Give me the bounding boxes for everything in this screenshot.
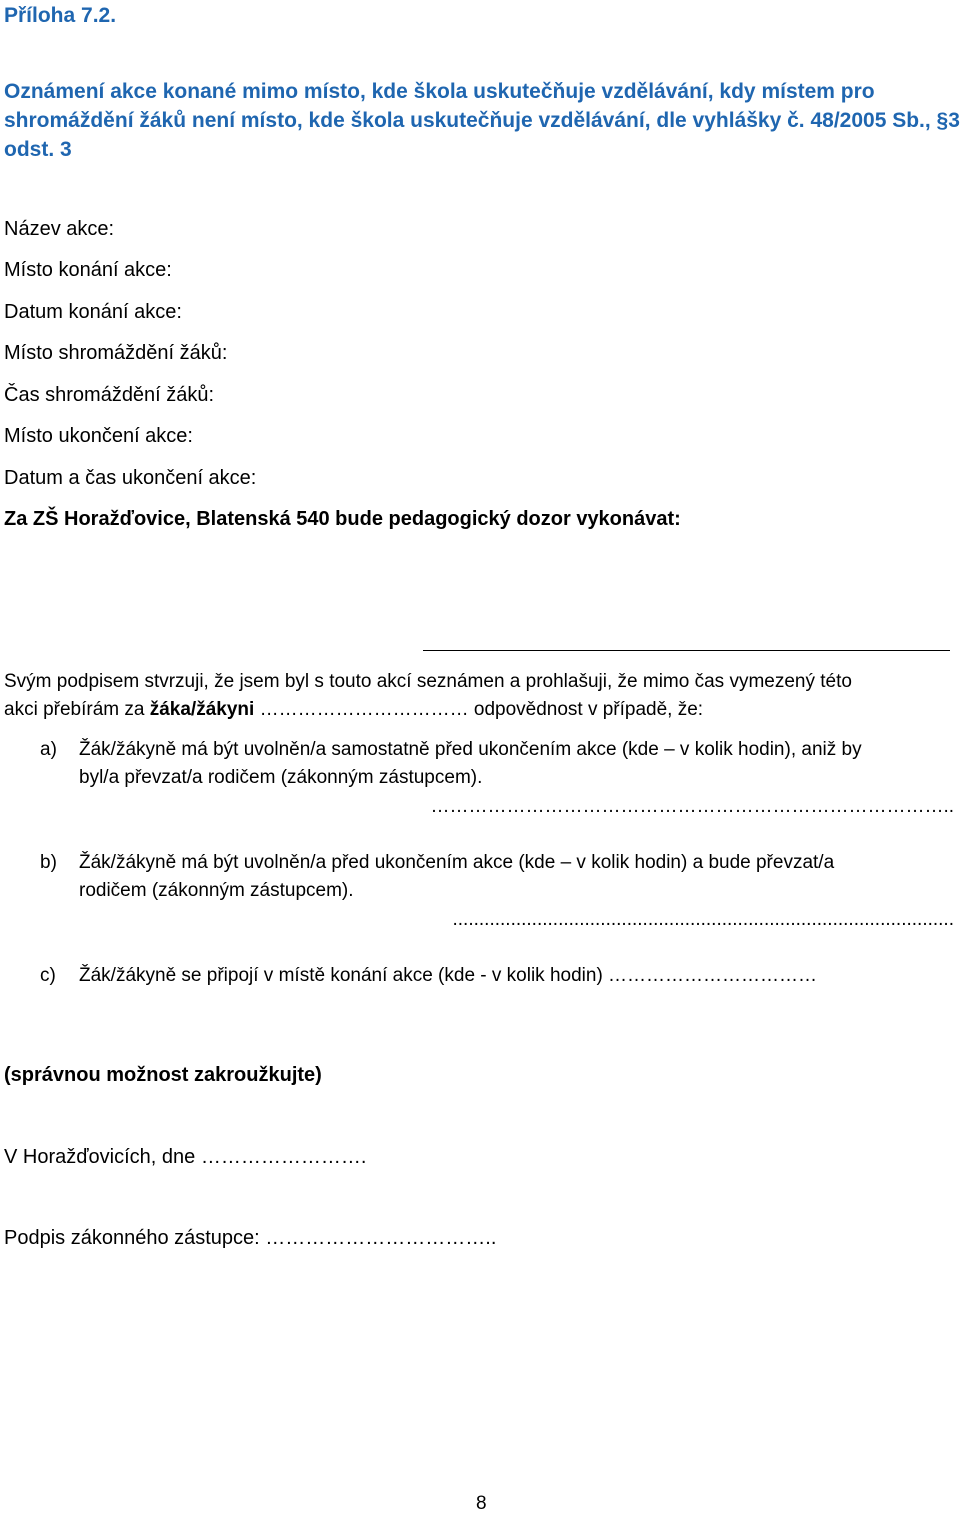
instruction-text: (správnou možnost zakroužkujte): [4, 1064, 322, 1086]
field-end-place: Místo ukončení akce:: [4, 425, 193, 447]
heading-line-2: shromáždění žáků není místo, kde škola uskutečňuje vzdělávání, dle vyhlášky č. 48/2005 Sb., §3: [4, 109, 960, 132]
attachment-label: Příloha 7.2.: [4, 4, 117, 27]
field-gathering-time: Čas shromáždění žáků:: [4, 384, 215, 406]
declaration-line-2: [4, 699, 703, 721]
field-end-datetime: Datum a čas ukončení akce:: [4, 467, 257, 489]
declaration-suffix: odpovědnost v případě, že:: [468, 699, 704, 720]
separator-line: [423, 650, 950, 651]
place-date-line: V Horažďovicích, dne …………………….: [4, 1146, 367, 1168]
option-a-line-2: byl/a převzat/a rodičem (zákonným zástupcem).: [79, 767, 483, 788]
signature-line: Podpis zákonného zástupce: ……………………………..: [4, 1227, 497, 1249]
option-c-line-1: Žák/žákyně se připojí v místě konání akce (kde - v kolik hodin) ……………………………: [79, 965, 818, 986]
option-c-label: c): [40, 965, 56, 986]
option-b-label: b): [40, 852, 57, 873]
heading-line-3: odst. 3: [4, 138, 72, 161]
option-a-label: a): [40, 739, 57, 760]
declaration-dots: ……………………………: [254, 699, 469, 720]
option-a-line-1: Žák/žákyně má být uvolněn/a samostatně před ukončením akce (kde – v kolik hodin), aniž by: [79, 739, 862, 760]
declaration-prefix: akci přebírám za: [4, 699, 150, 720]
declaration-line-1: Svým podpisem stvrzuji, že jsem byl s touto akcí seznámen a prohlašuji, že mimo čas vymezený této: [4, 671, 852, 692]
option-b-line-1: Žák/žákyně má být uvolněn/a před ukončením akce (kde – v kolik hodin) a bude převzat/a: [79, 852, 835, 873]
field-gathering-place: Místo shromáždění žáků:: [4, 342, 228, 364]
field-event-place: Místo konání akce:: [4, 259, 172, 281]
option-b-line-2: rodičem (zákonným zástupcem).: [79, 880, 354, 901]
supervision-line: Za ZŠ Horažďovice, Blatenská 540 bude pedagogický dozor vykonávat:: [4, 508, 681, 530]
heading-line-1: Oznámení akce konané mimo místo, kde škola uskutečňuje vzdělávání, kdy místem pro: [4, 80, 875, 103]
page-number: 8: [476, 1493, 487, 1514]
field-event-date: Datum konání akce:: [4, 301, 182, 323]
option-a-dots: ………………………………………………………………………..: [430, 796, 954, 817]
field-event-name: Název akce:: [4, 218, 115, 240]
declaration-pupil: žáka/žákyni: [149, 699, 255, 720]
option-b-dots: ...............................................................................................: [452, 909, 954, 930]
